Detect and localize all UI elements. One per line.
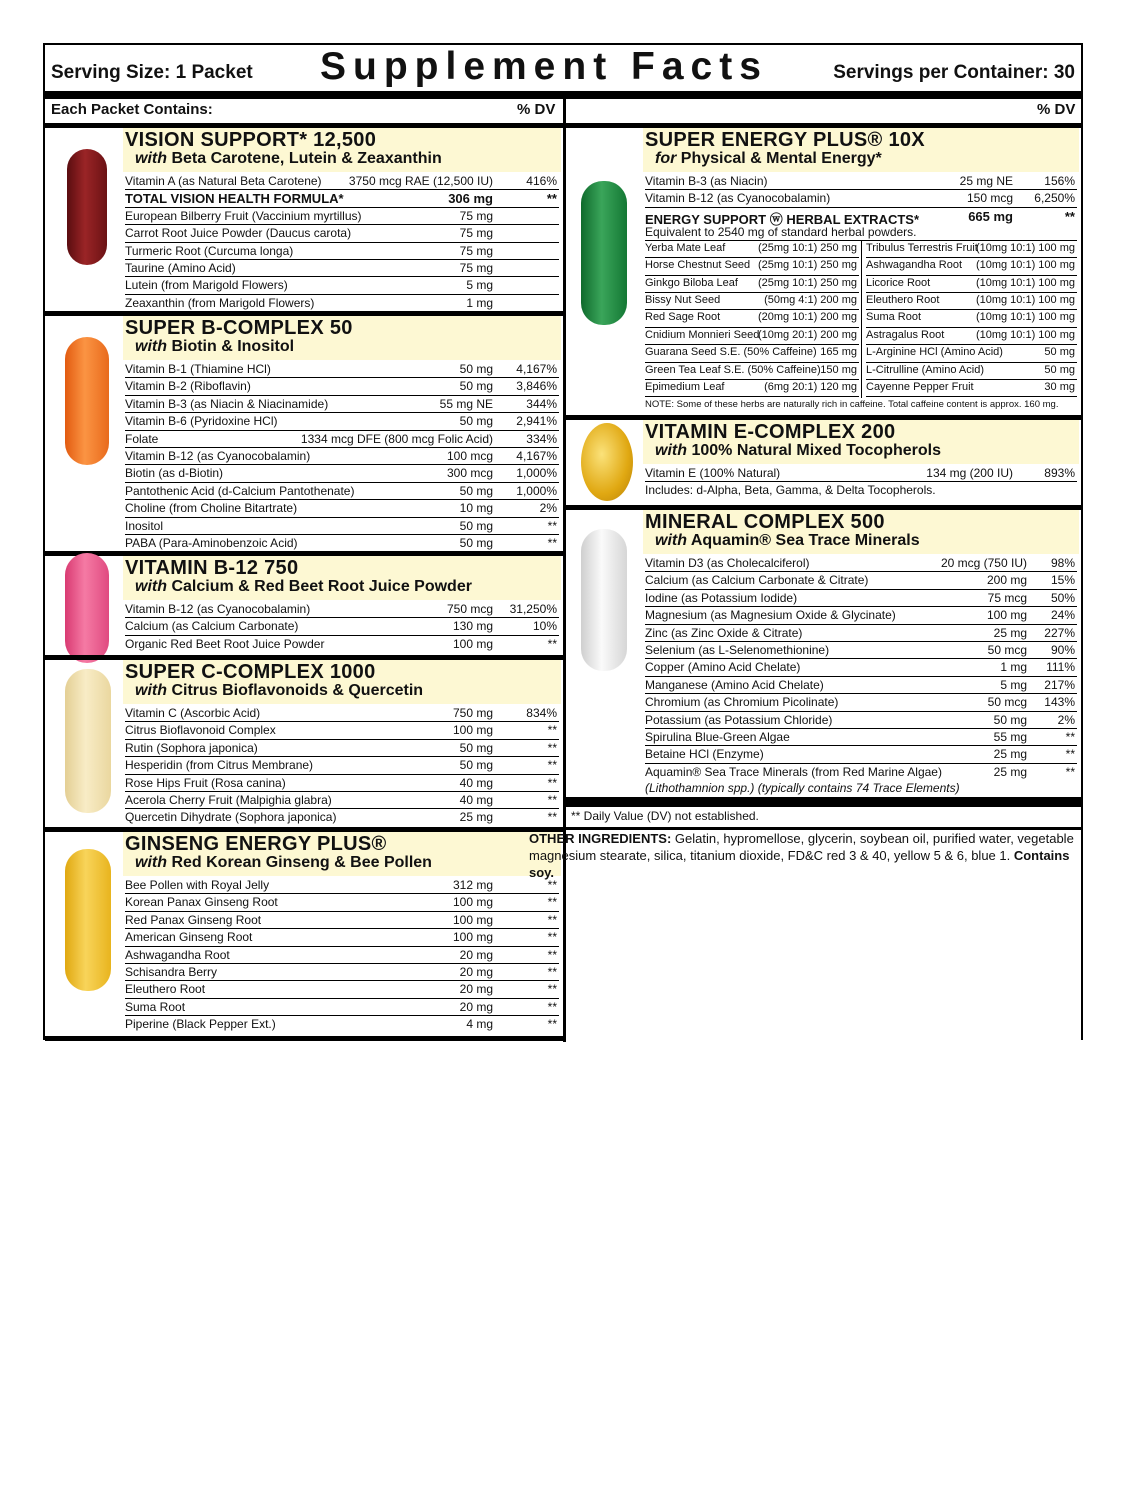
table-row: Magnesium (as Magnesium Oxide & Glycinate) 100 mg 24% <box>645 607 1077 624</box>
table-row: Hesperidin (from Citrus Membrane) 50 mg ** <box>125 757 559 774</box>
table-row: Includes: d-Alpha, Beta, Gamma, & Delta Tocopherols. <box>645 483 936 498</box>
capsule-icon <box>581 529 627 671</box>
section-title: MINERAL COMPLEX 500 <box>645 511 885 533</box>
nutrient-table <box>645 465 1077 500</box>
table-row: L-Citrulline (Amino Acid) 50 mg <box>866 363 1077 380</box>
table-row: Potassium (as Potassium Chloride) 50 mg 2% <box>645 712 1077 729</box>
section-title: VITAMIN E-COMPLEX 200 <box>645 421 896 443</box>
table-row: Vitamin B-12 (as Cyanocobalamin) 100 mcg 4,167% <box>125 448 559 465</box>
table-row: Acerola Cherry Fruit (Malpighia glabra) 40 mg ** <box>125 792 559 809</box>
table-row: Pantothenic Acid (d-Calcium Pantothenate) 50 mg 1,000% <box>125 483 559 500</box>
table-row: Tribulus Terrestris Fruit (10mg 10:1) 100 mg <box>866 241 1077 258</box>
table-row: Quercetin Dihydrate (Sophora japonica) 25 mg ** <box>125 810 557 825</box>
table-row: Folate 1334 mcg DFE (800 mcg Folic Acid) 334% <box>125 431 559 448</box>
herb-divider <box>861 241 862 398</box>
table-row: Copper (Amino Acid Chelate) 1 mg 111% <box>645 659 1077 676</box>
panel-title: Supplement Facts <box>320 45 768 88</box>
table-row: Eleuthero Root (10mg 10:1) 100 mg <box>866 293 1077 310</box>
table-row: Ashwagandha Root 20 mg ** <box>125 947 559 964</box>
table-row: American Ginseng Root 100 mg ** <box>125 929 559 946</box>
table-row: Iodine (as Potassium Iodide) 75 mcg 50% <box>645 590 1077 607</box>
table-row: L-Arginine HCl (Amino Acid) 50 mg <box>866 345 1077 362</box>
nutrient-table <box>125 705 559 827</box>
table-row: PABA (Para-Aminobenzoic Acid) 50 mg ** <box>125 535 557 550</box>
table-row: Calcium (as Calcium Carbonate) 130 mg 10% <box>125 618 559 635</box>
table-row: Choline (from Choline Bitartrate) 10 mg 2% <box>125 500 559 517</box>
table-row: Vitamin B-2 (Riboflavin) 50 mg 3,846% <box>125 378 559 395</box>
table-row: Zeaxanthin (from Marigold Flowers) 1 mg <box>125 295 493 310</box>
section-subtitle: with Biotin & Inositol <box>135 338 295 355</box>
table-row: Taurine (Amino Acid) 75 mg <box>125 260 559 277</box>
table-row: Ginkgo Biloba Leaf (25mg 10:1) 250 mg <box>645 276 859 293</box>
table-row: Vitamin D3 (as Cholecalciferol) 20 mcg (750 IU) 98% <box>645 555 1077 572</box>
herbal-equivalent: Equivalent to 2540 mg of standard herbal powders. <box>645 224 917 239</box>
table-row: Manganese (Amino Acid Chelate) 5 mg 217% <box>645 677 1077 694</box>
table-row: Citrus Bioflavonoid Complex 100 mg ** <box>125 722 559 739</box>
table-row: Vitamin B-3 (as Niacin & Niacinamide) 55 mg NE 344% <box>125 396 559 413</box>
table-row: Red Panax Ginseng Root 100 mg ** <box>125 912 559 929</box>
table-row: Bissy Nut Seed (50mg 4:1) 200 mg <box>645 293 859 310</box>
table-row: TOTAL VISION HEALTH FORMULA* 306 mg ** <box>125 191 557 207</box>
nutrient-table <box>125 361 559 552</box>
dv-label-right: % DV <box>1037 101 1076 118</box>
section-subtitle: for Physical & Mental Energy* <box>655 150 882 167</box>
aquamin-row: Aquamin® Sea Trace Minerals (from Red Marine Algae) 25 mg ** (Lithothamnion spp.) (typically contains 74 Trace Elements) <box>645 764 1075 795</box>
contains-soy: Contains soy. <box>529 848 1070 880</box>
table-row: Lutein (from Marigold Flowers) 5 mg <box>125 277 559 294</box>
herb-grid <box>645 241 1077 399</box>
other-ingredients-text: Gelatin, hypromellose, glycerin, soybean oil, purified water, vegetable magnesium stearate, silica, titanium dioxide, FD&C red 3 & 40, yellow 5 & 6, blue 1. <box>529 831 1074 863</box>
table-row: Chromium (as Chromium Picolinate) 50 mcg 143% <box>645 694 1077 711</box>
table-row: Vitamin B-12 (as Cyanocobalamin) 150 mcg 6,250% <box>645 190 1077 207</box>
nutrient-table <box>125 601 559 653</box>
herb-list-left <box>645 241 859 398</box>
dv-label-left: % DV <box>517 101 556 118</box>
super-energy-section <box>565 123 1081 415</box>
table-row: Organic Red Beet Root Juice Powder 100 mg ** <box>125 636 557 651</box>
table-row: Zinc (as Zinc Oxide & Citrate) 25 mg 227% <box>645 625 1077 642</box>
table-row: Vitamin A (as Natural Beta Carotene) 3750 mcg RAE (12,500 IU) 416% <box>125 173 559 190</box>
table-row: Spirulina Blue-Green Algae 55 mg ** <box>645 729 1077 746</box>
table-row: Vitamin E (100% Natural) 134 mg (200 IU) 893% <box>645 465 1077 482</box>
table-row: Selenium (as L-Selenomethionine) 50 mcg 90% <box>645 642 1077 659</box>
table-row: Red Sage Root (20mg 10:1) 200 mg <box>645 310 859 327</box>
c-complex-section <box>45 655 563 827</box>
capsule-icon <box>65 553 109 663</box>
section-subtitle: with Red Korean Ginseng & Bee Pollen <box>135 854 432 871</box>
vitamin-e-section <box>565 415 1081 505</box>
nutrient-table <box>125 173 559 312</box>
table-row: Vitamin B-3 (as Niacin) 25 mg NE 156% <box>645 173 1077 190</box>
table-row: Bee Pollen with Royal Jelly 312 mg ** <box>125 877 559 894</box>
capsule-icon <box>65 849 111 991</box>
table-row: Vitamin B-1 (Thiamine HCl) 50 mg 4,167% <box>125 361 559 378</box>
supplement-facts-panel <box>43 43 1083 1040</box>
bottom-rule <box>45 1036 563 1041</box>
section-title: VISION SUPPORT* 12,500 <box>125 129 377 151</box>
serving-size: Serving Size: 1 Packet <box>51 62 253 83</box>
table-row: Astragalus Root (10mg 10:1) 100 mg <box>866 328 1077 345</box>
ginseng-energy-section <box>45 827 563 1042</box>
mineral-complex-section <box>565 505 1081 807</box>
each-packet-label: Each Packet Contains: <box>51 101 213 118</box>
section-subtitle: with Calcium & Red Beet Root Juice Powder <box>135 578 472 595</box>
section-title: VITAMIN B-12 750 <box>125 557 299 579</box>
table-row: Carrot Root Juice Powder (Daucus carota) 75 mg <box>125 225 559 242</box>
footnote-rule <box>565 797 1081 807</box>
table-row: Cnidium Monnieri Seed (10mg 20:1) 200 mg <box>645 328 859 345</box>
table-row: Epimedium Leaf (6mg 20:1) 120 mg <box>645 380 859 397</box>
table-row: Turmeric Root (Curcuma longa) 75 mg <box>125 243 559 260</box>
table-row: Vitamin B-6 (Pyridoxine HCl) 50 mg 2,941% <box>125 413 559 430</box>
section-subtitle: with 100% Natural Mixed Tocopherols <box>655 442 941 459</box>
capsule-icon <box>581 181 627 325</box>
table-row: Horse Chestnut Seed (25mg 10:1) 250 mg <box>645 258 859 275</box>
section-title: SUPER B-COMPLEX 50 <box>125 317 353 339</box>
b-complex-section <box>45 311 563 551</box>
table-row: Piperine (Black Pepper Ext.) 4 mg ** <box>125 1017 557 1032</box>
table-row: Inositol 50 mg ** <box>125 518 559 535</box>
table-row: Suma Root 20 mg ** <box>125 999 559 1016</box>
table-row: Schisandra Berry 20 mg ** <box>125 964 559 981</box>
softgel-icon <box>581 423 633 501</box>
other-ingredients-label: OTHER INGREDIENTS: <box>529 831 672 846</box>
capsule-icon <box>65 337 109 465</box>
nutrient-table <box>645 173 1077 415</box>
caffeine-note: NOTE: Some of these herbs are naturally rich in caffeine. Total caffeine content is approx. 160 mg. <box>645 398 1059 410</box>
table-row: Calcium (as Calcium Carbonate & Citrate) 200 mg 15% <box>645 572 1077 589</box>
table-row: Yerba Mate Leaf (25mg 10:1) 250 mg <box>645 241 859 258</box>
capsule-icon <box>65 669 111 813</box>
table-row: Biotin (as d-Biotin) 300 mcg 1,000% <box>125 465 559 482</box>
herbal-extracts-row: ENERGY SUPPORT ⓦ HERBAL EXTRACTS* 665 mg ** Equivalent to 2540 mg of standard herbal powders. <box>645 208 1075 239</box>
nutrient-table <box>645 555 1077 798</box>
table-row: Korean Panax Ginseng Root 100 mg ** <box>125 894 559 911</box>
table-row: Licorice Root (10mg 10:1) 100 mg <box>866 276 1077 293</box>
vitamin-b12-section <box>45 551 563 655</box>
nutrient-table <box>125 877 559 1034</box>
section-subtitle: with Beta Carotene, Lutein & Zeaxanthin <box>135 150 442 167</box>
capsule-icon <box>67 149 107 265</box>
table-row: Guarana Seed S.E. (50% Caffeine) 165 mg <box>645 345 859 362</box>
table-row: Cayenne Pepper Fruit 30 mg <box>866 380 1077 397</box>
section-subtitle: with Citrus Bioflavonoids & Quercetin <box>135 682 424 699</box>
label-header <box>45 45 1081 91</box>
table-row: Rutin (Sophora japonica) 50 mg ** <box>125 740 559 757</box>
table-row: Vitamin C (Ascorbic Acid) 750 mg 834% <box>125 705 559 722</box>
section-title: SUPER C-COMPLEX 1000 <box>125 661 376 683</box>
vision-support-section <box>45 123 563 311</box>
section-title: SUPER ENERGY PLUS® 10X <box>645 129 925 151</box>
table-row: European Bilberry Fruit (Vaccinium myrtillus) 75 mg <box>125 208 559 225</box>
section-title: GINSENG ENERGY PLUS® <box>125 833 387 855</box>
table-row: Green Tea Leaf S.E. (50% Caffeine) 150 mg <box>645 363 859 380</box>
section-subtitle: with Aquamin® Sea Trace Minerals <box>655 532 920 549</box>
other-ingredients <box>529 830 1081 881</box>
dv-footnote: ** Daily Value (DV) not established. <box>571 809 759 823</box>
servings-per-container: Servings per Container: 30 <box>833 62 1075 83</box>
table-row: Rose Hips Fruit (Rosa canina) 40 mg ** <box>125 775 559 792</box>
herb-list-right <box>866 241 1077 398</box>
table-row: Betaine HCl (Enzyme) 25 mg ** <box>645 746 1077 763</box>
header-rule <box>45 91 1081 99</box>
table-row: Vitamin B-12 (as Cyanocobalamin) 750 mcg 31,250% <box>125 601 559 618</box>
table-row: Eleuthero Root 20 mg ** <box>125 981 559 998</box>
table-row: Ashwagandha Root (10mg 10:1) 100 mg <box>866 258 1077 275</box>
table-row: Suma Root (10mg 10:1) 100 mg <box>866 310 1077 327</box>
